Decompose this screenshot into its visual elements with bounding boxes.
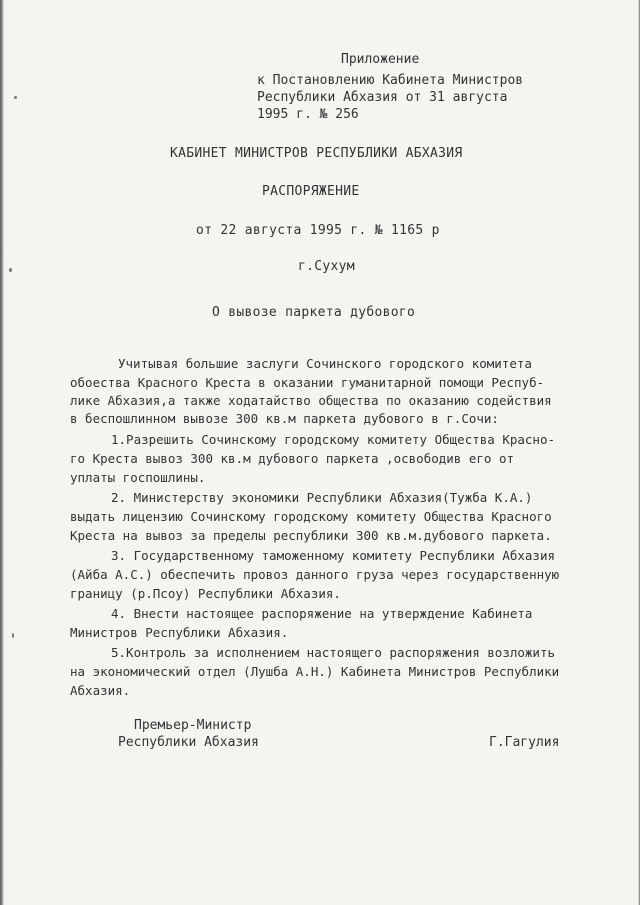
- signatory-title-line-2: Республики Абхазия: [118, 735, 259, 750]
- appendix-line-2: к Постановлению Кабинета Министров: [257, 73, 524, 88]
- body-line: 5.Контроль за исполнением настоящего распоряжения возложить: [111, 645, 556, 660]
- body-line: Учитывая большие заслуги Сочинского городского комитета: [118, 356, 532, 371]
- signatory-title-line-1: Премьер-Министр: [134, 718, 252, 733]
- body-line: уплаты госпошлины.: [70, 470, 206, 485]
- body-line: лике Абхазия,а также ходатайство общества по оказанию содействия: [70, 393, 552, 408]
- body-line: Министров Республики Абхазия.: [70, 625, 289, 640]
- scan-speck: [9, 268, 12, 272]
- scan-speck: [12, 633, 14, 638]
- body-line: го Креста вывоз 300 кв.м дубового паркета ,освободив его от: [70, 451, 515, 466]
- appendix-line-4: 1995 г. № 256: [257, 107, 359, 122]
- body-line: 3. Государственному таможенному комитету Республики Абхазия: [111, 548, 556, 563]
- body-line: в беспошлинном вывозе 300 кв.м паркета дубового в г.Сочи:: [70, 411, 499, 426]
- scan-edge-left: [0, 0, 4, 905]
- date-number-line: от 22 августа 1995 г. № 1165 р: [196, 223, 440, 238]
- issuer-heading: КАБИНЕТ МИНИСТРОВ РЕСПУБЛИКИ АБХАЗИЯ: [170, 146, 463, 161]
- body-line: Креста на вывоз за пределы республики 300 кв.м.дубового паркета.: [70, 528, 552, 543]
- scan-speck: [14, 96, 17, 99]
- body-line: (Айба А.С.) обеспечить провоз данного груза через государственную: [70, 567, 560, 582]
- body-line: 4. Внести настоящее распоряжение на утверждение Кабинета: [111, 606, 533, 621]
- signatory-name: Г.Гагулия: [489, 735, 560, 750]
- city-line: г.Сухум: [298, 259, 355, 274]
- body-line: 2. Министерству экономики Республики Абхазия(Тужба К.А.): [111, 490, 533, 505]
- appendix-line-1: Приложение: [341, 52, 420, 67]
- body-line: обоества Красного Креста в оказании гуманитарной помощи Респуб-: [70, 375, 545, 390]
- body-line: Абхазия.: [70, 683, 131, 698]
- subject-line: О вывозе паркета дубового: [212, 305, 416, 320]
- body-line: на экономический отдел (Лушба А.Н.) Кабинета Министров Республики: [70, 664, 560, 679]
- body-line: 1.Разрешить Сочинскому городскому комитету Общества Красно-: [111, 432, 556, 447]
- appendix-line-3: Республики Абхазия от 31 августа: [257, 90, 508, 105]
- document-type-heading: РАСПОРЯЖЕНИЕ: [262, 184, 360, 199]
- body-line: выдать лицензию Сочинскому городскому комитету Общества Красного: [70, 509, 552, 524]
- body-line: границу (р.Псоу) Республики Абхазия.: [70, 586, 341, 601]
